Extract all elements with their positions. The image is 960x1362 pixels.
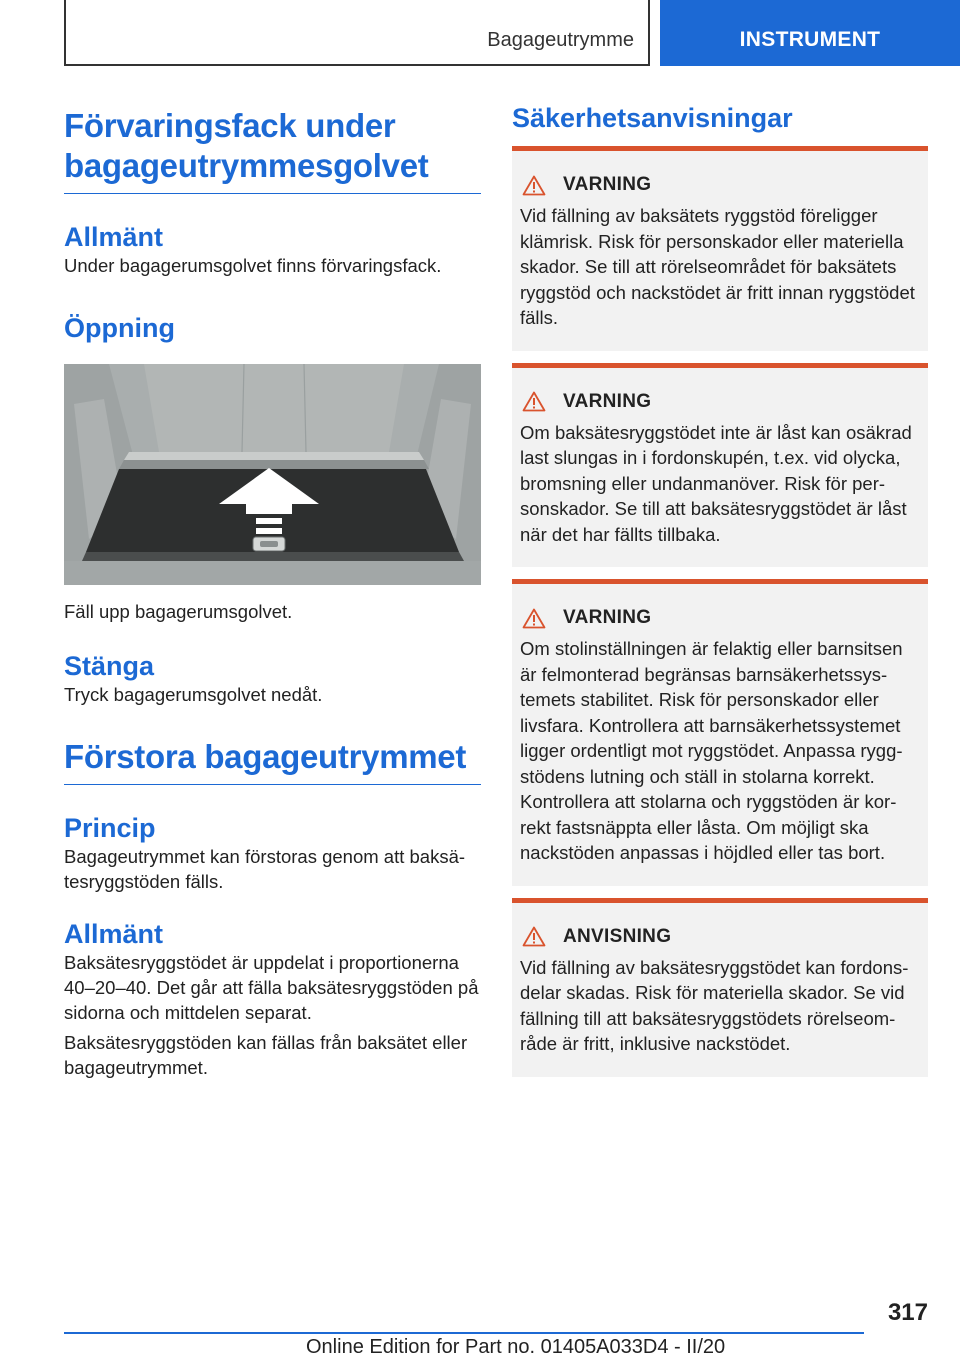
footer-edition: Online Edition for Part no. 01405A033D4 - II/20: [306, 1336, 726, 1358]
notice-title: ANVISNING: [563, 925, 672, 947]
warning-triangle-icon: [522, 608, 546, 629]
heading-closing: Stänga: [64, 651, 155, 681]
warning-triangle-icon: [522, 926, 546, 947]
warning-box: [512, 579, 928, 886]
heading-storage-compartment: Förvaringsfack under bagageutrymmesgolvet: [64, 106, 481, 194]
heading-general: Allmänt: [64, 222, 164, 252]
heading-enlarge-cargo: Förstora bagageutrymmet: [64, 737, 481, 785]
warning-text: Om baksätesryggstödet inte är låst kan osäkrad last slungas in i fordonskupén, t.ex. vid olycka, bromsning eller undanmanöver. Risk för personskador. Se till att baksätesryggstödet är låst när det har fällts tillbaka.: [520, 421, 912, 545]
header-section-title: Bagageutrymme: [487, 29, 634, 51]
right-column: [512, 100, 928, 1077]
page-number: 317: [887, 1299, 928, 1326]
cargo-floor-illustration: [64, 364, 481, 585]
running-header: [64, 0, 650, 66]
notice-text: Vid fällning av baksätesryggstödet kan fordonsdelar skadas. Risk för materiella skador. Se vid fällning till att baksätesryggstödets rörelseområde är fritt, inklusive nackstödet.: [520, 956, 909, 1054]
text-general-2b: Baksätesryggstöden kan fällas från baksätet eller bagageutrymmet.: [64, 1032, 468, 1078]
left-column: [64, 106, 481, 1080]
warning-triangle-icon: [522, 175, 546, 196]
warning-box: [512, 363, 928, 568]
heading-general-2: Allmänt: [64, 919, 164, 949]
warning-text: Om stolinställningen är felaktig eller barnsitsen är felmonterad begränsas barnsäkerhetssystemets stabilitet. Risk för personskador eller livsfara. Kontrollera att barnsäkerhetssystemet ligger ordentligt mot ryggstödet. Anpassa ryggstödens lutning och ställ in stolarna korrekt. Kontrollera att stolarna och ryggstöden är korrekt fastsnäppta eller låsta. Om möjligt ska nackstöden anpassas i höjdled eller tas bort.: [520, 638, 903, 863]
text-closing: Tryck bagagerumsgolvet nedåt.: [64, 684, 323, 705]
text-general: Under bagagerumsgolvet finns förvaringsfack.: [64, 255, 442, 276]
warning-triangle-icon: [522, 391, 546, 412]
heading-safety-notes: Säkerhetsanvisningar: [512, 103, 793, 133]
warning-title: VARNING: [563, 607, 652, 628]
heading-opening: Öppning: [64, 313, 175, 343]
text-general-2a: Baksätesryggstödet är uppdelat i proportionerna 40–20–40. Det går att fälla baksätesryggstöden på sidorna och mittdelen separat.: [64, 952, 479, 1023]
footer-rule: [64, 1332, 864, 1334]
header-chapter-tab: INSTRUMENT: [660, 0, 960, 66]
warning-title: VARNING: [563, 390, 652, 412]
warning-text: Vid fällning av baksätets ryggstöd föreligger klämrisk. Risk för personskador eller materiella skador. Se till att rörelseområdet för baksätets ryggstöd och nackstödet är fritt innan ryggstödet fälls.: [520, 205, 915, 328]
warning-box: [512, 146, 928, 351]
notice-box: [512, 898, 928, 1077]
heading-principle: Princip: [64, 813, 156, 843]
cargo-floor-drawing: [64, 364, 481, 585]
text-principle: Bagageutrymmet kan förstoras genom att baksätesryggstöden fälls.: [64, 846, 466, 892]
warning-title: VARNING: [563, 174, 652, 195]
image-caption: Fäll upp bagagerumsgolvet.: [64, 601, 293, 622]
